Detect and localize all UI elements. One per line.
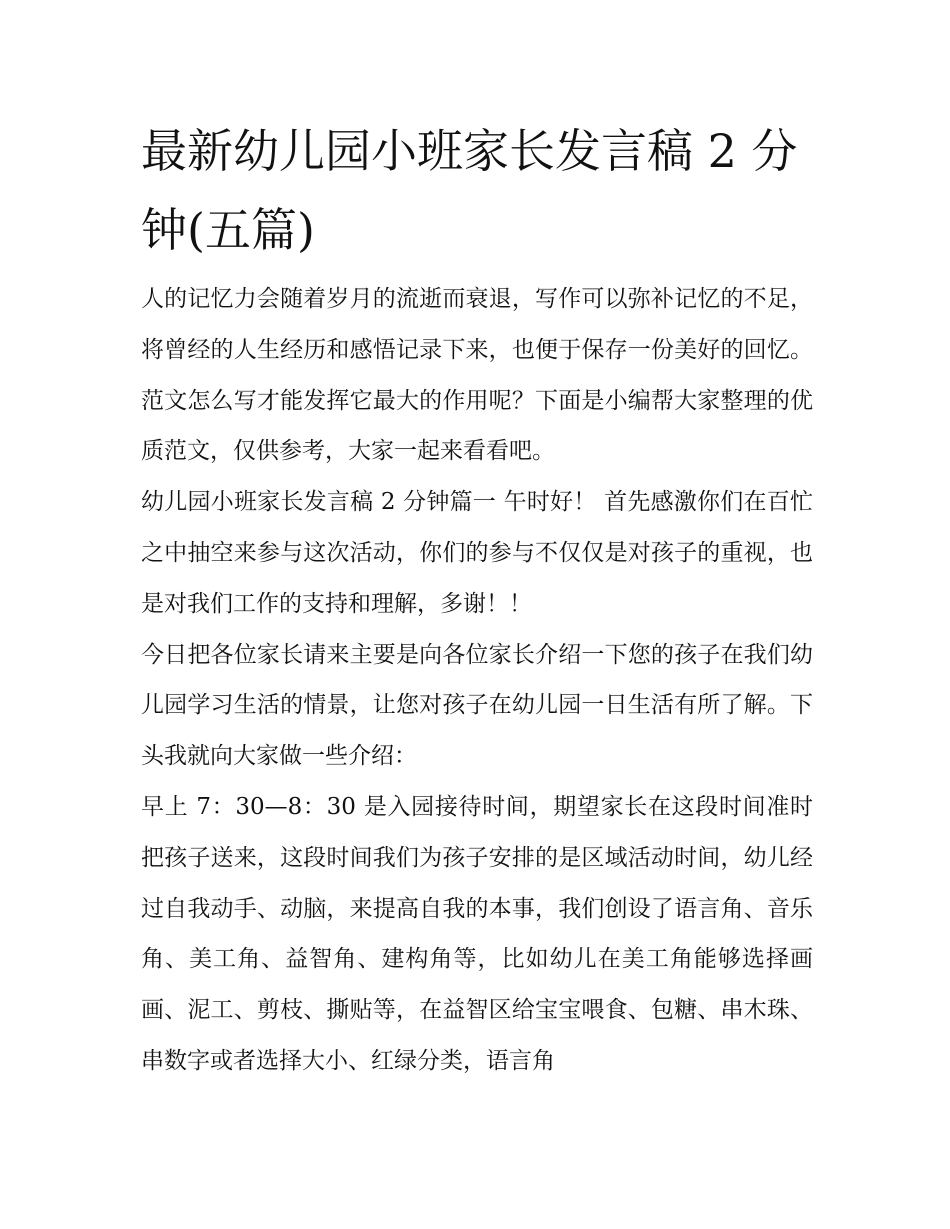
document-body <box>141 112 813 1087</box>
intro-paragraph: 人的记忆力会随着岁月的流逝而衰退，写作可以弥补记忆的不足，将曾经的人生经历和感悟记录下来，也便于保存一份美好的回忆。范文怎么写才能发挥它最大的作用呢？下面是小编帮大家整理的优质范文，仅供参考，大家一起来看看吧。 <box>141 286 813 465</box>
document-title: 最新幼儿园小班家长发言稿 2 分钟(五篇) <box>141 124 798 257</box>
morning-schedule-paragraph: 早上 7：30—8：30 是入园接待时间，期望家长在这段时间准时把孩子送来，这段时间我们为孩子安排的是区域活动时间，幼儿经过自我动手、动脑，来提高自我的本事，我们创设了语言角、音乐角、美工角、益智角、建构角等，比如幼儿在美工角能够选择画画、泥工、剪枝、撕贴等，在益智区给宝宝喂食、包糖、串木珠、串数字或者选择大小、红绿分类，语言角 <box>141 793 813 1074</box>
speech-purpose-paragraph: 今日把各位家长请来主要是向各位家长介绍一下您的孩子在我们幼儿园学习生活的情景，让您对孩子在幼儿园一日生活有所了解。下头我就向大家做一些介绍： <box>141 641 813 770</box>
speech-opening-paragraph: 幼儿园小班家长发言稿 2 分钟篇一 午时好！ 首先感激你们在百忙之中抽空来参与这次活动，你们的参与不仅仅是对孩子的重视，也是对我们工作的支持和理解，多谢！！ <box>141 489 813 617</box>
